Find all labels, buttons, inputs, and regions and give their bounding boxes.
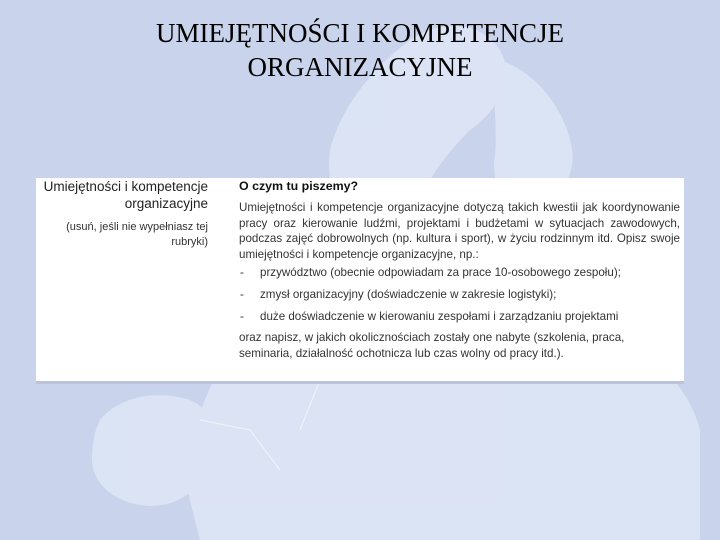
title-line-1: UMIEJĘTNOŚCI I KOMPETENCJE	[156, 18, 564, 48]
slide-title	[100, 16, 620, 84]
section-content-column	[239, 178, 680, 361]
examples-list	[239, 265, 680, 324]
list-item: - duże doświadczenie w kierowaniu zespołami i zarządzaniu projektami	[239, 309, 680, 325]
section-note: (usuń, jeśli nie wypełniasz tej rubryki)	[66, 221, 208, 248]
list-item: - zmysł organizacyjny (doświadczenie w zakresie logistyki);	[239, 287, 680, 303]
section-heading: O czym tu piszemy?	[239, 179, 359, 193]
cv-section-panel	[36, 178, 684, 384]
title-line-2: ORGANIZACYJNE	[247, 52, 473, 82]
section-label: Umiejętności i kompetencje organizacyjne	[43, 179, 208, 211]
list-item: - przywództwo (obecnie odpowiadam za prace 10-osobowego zespołu);	[239, 265, 680, 281]
section-label-column	[36, 178, 208, 250]
intro-text: Umiejętności i kompetencje organizacyjne dotyczą takich kwestii jak koordynowanie pracy oraz kierowanie ludźmi, projektami i budżetami w sytuacjach zawodowych, podczas zajęć dobrowolnych (np. kultura i sport), w życiu rodzinnym itd. Opisz swoje umiejętności i kompetencje organizacyjne, np.:	[239, 201, 680, 261]
outro-text: oraz napisz, w jakich okolicznościach zostały one nabyte (szkolenia, praca, seminaria, działalność ochotnicza lub czas wolny od pracy itd.).	[239, 331, 625, 360]
